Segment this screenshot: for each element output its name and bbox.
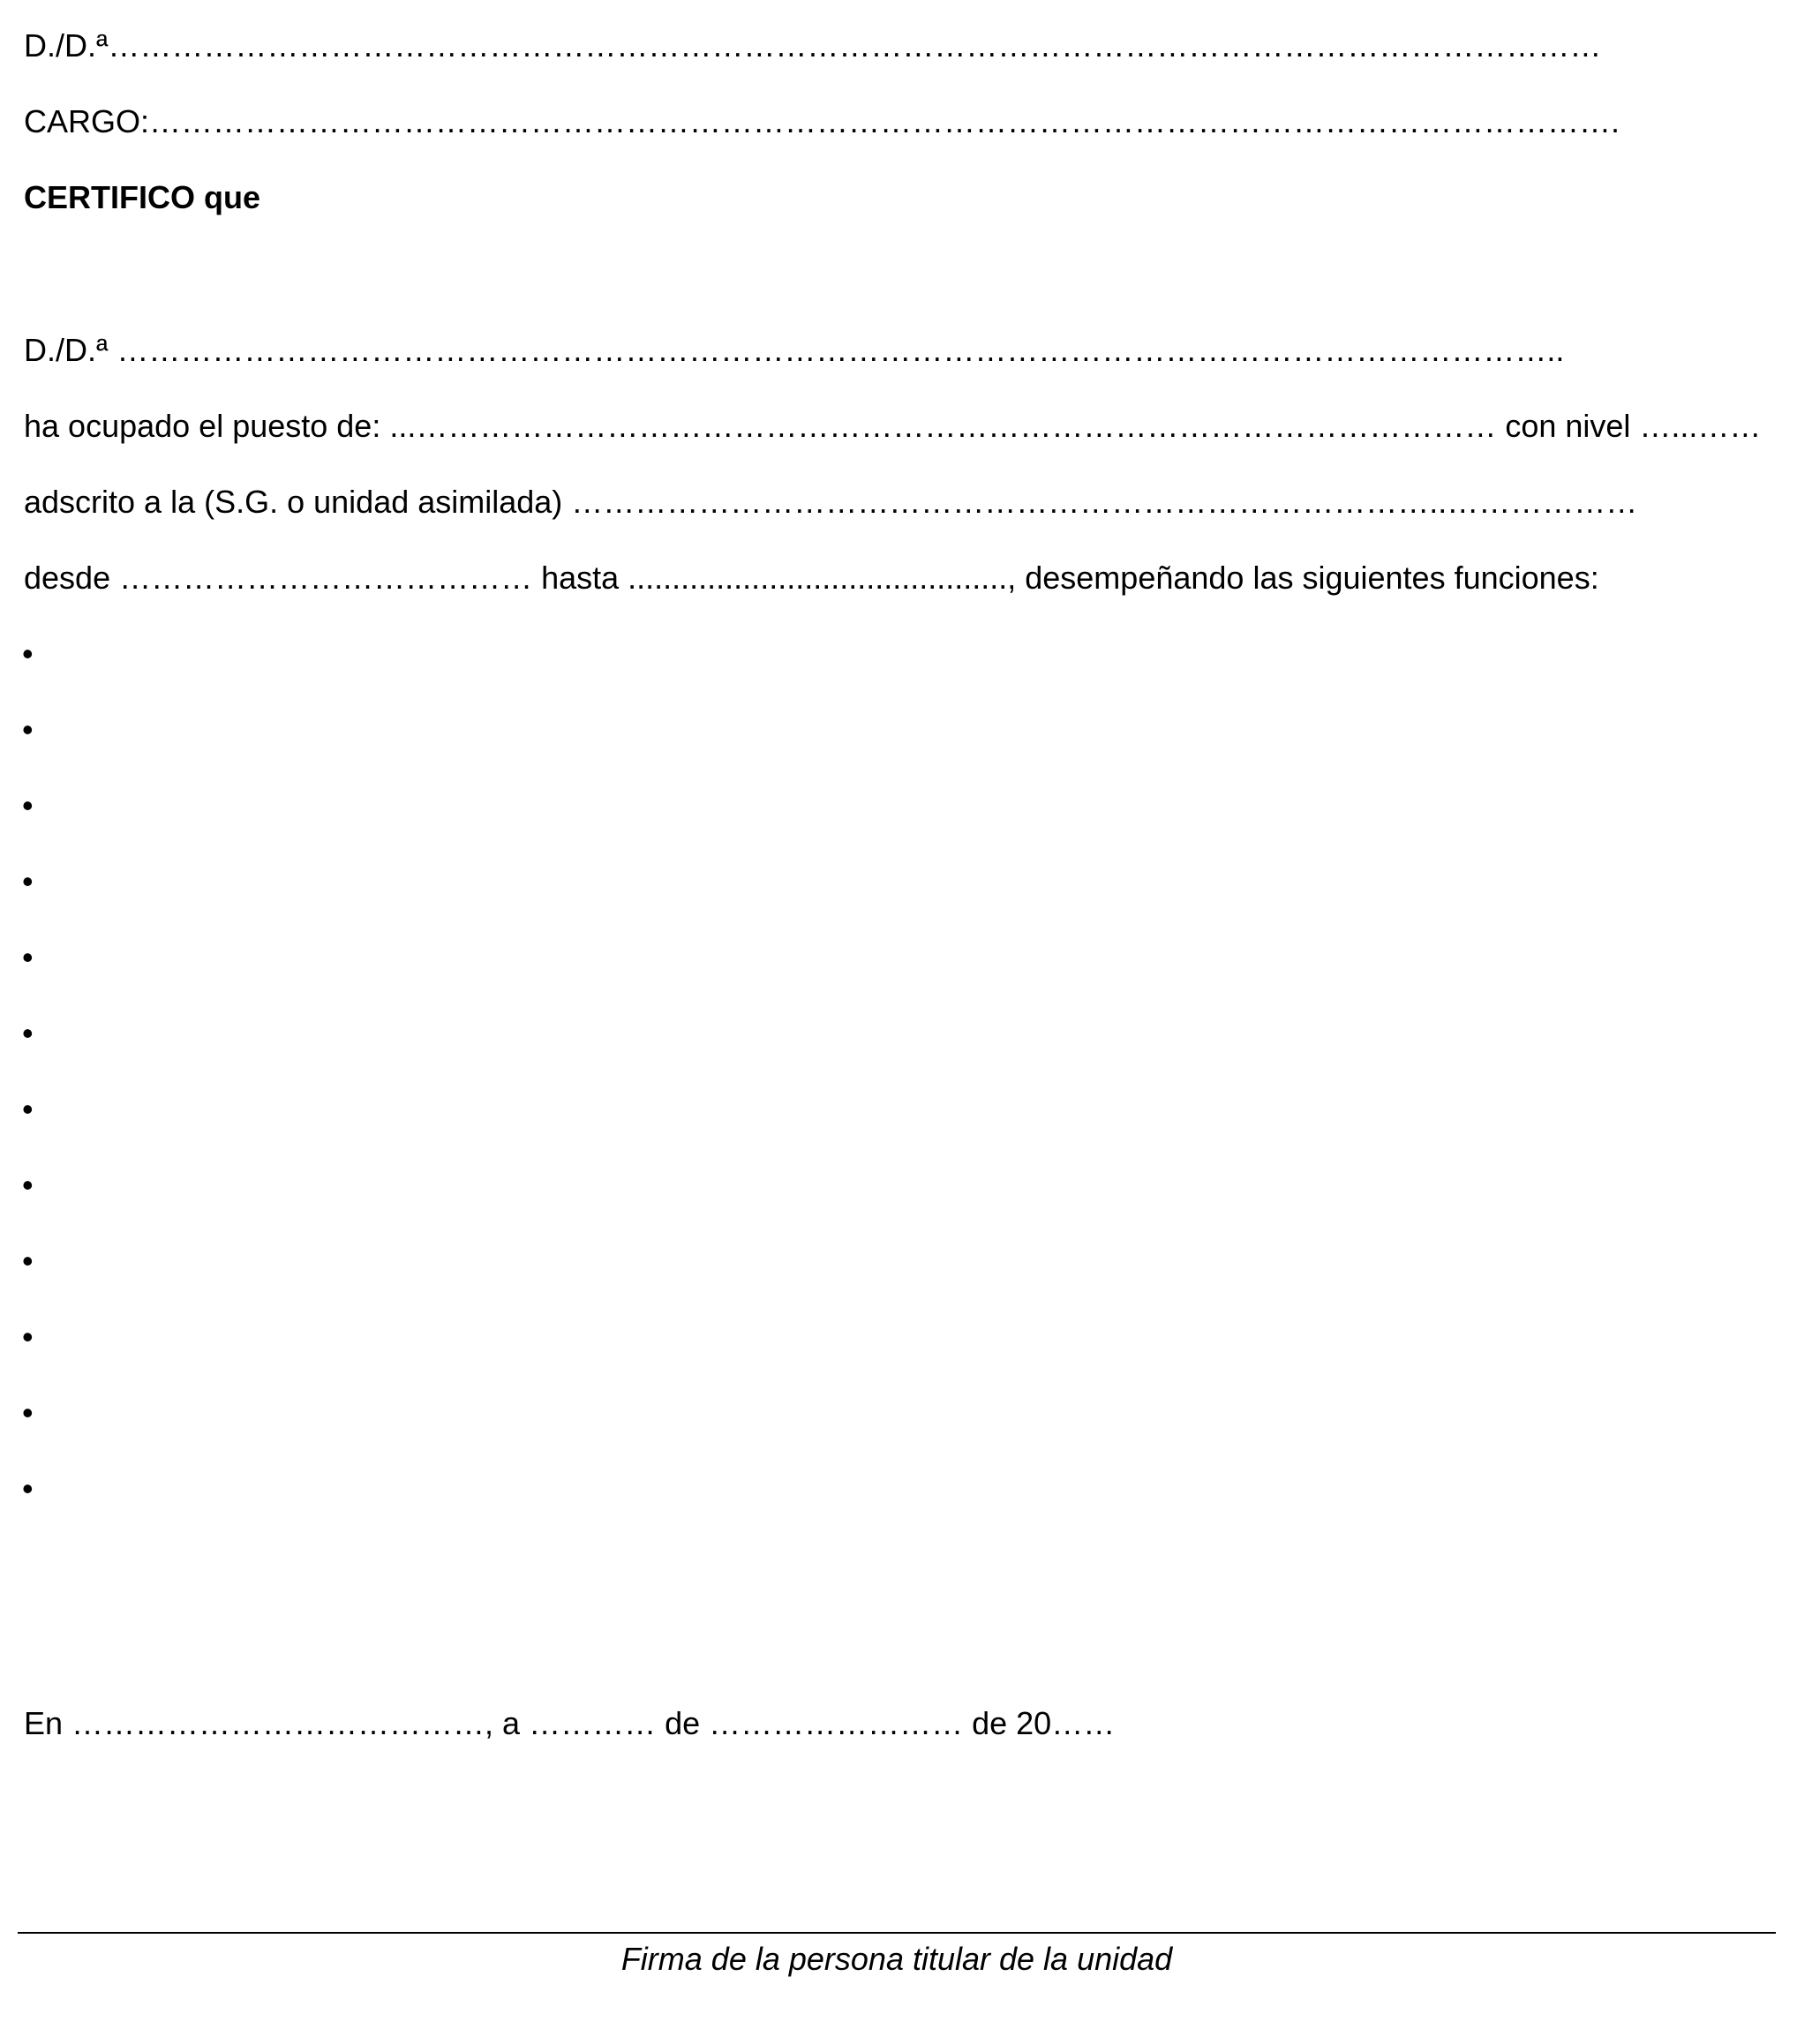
function-bullet-2: • [22,711,34,748]
function-bullet-9: • [22,1243,34,1279]
function-bullet-3: • [22,787,34,823]
function-bullet-1: • [22,635,34,672]
function-bullet-5: • [22,939,34,975]
function-bullet-10: • [22,1319,34,1355]
signature-line [18,1932,1776,1934]
function-bullet-4: • [22,863,34,899]
signature-caption: Firma de la persona titular de la unidad [620,1941,1173,1977]
name-field-line-1[interactable]: D./D.ª…………………………………………………………………………………………………………………………… [24,27,1602,64]
cargo-field-line[interactable]: CARGO:…………………………………………………………………………………………………………………………. [24,103,1620,139]
function-bullet-6: • [22,1015,34,1051]
function-bullet-8: • [22,1167,34,1203]
puesto-field-line[interactable]: ha ocupado el puesto de: ...………………………………………………………………………………………… con nivel …...…… [24,408,1762,444]
name-field-line-2[interactable]: D./D.ª ……………………………………………………………………………………………………………………….. [24,332,1565,368]
dates-field-line[interactable]: desde ………………………………… hasta ..........................................., desempeñando las siguientes funciones: [24,560,1599,596]
function-bullet-12: • [22,1470,34,1507]
function-bullet-11: • [22,1394,34,1431]
place-date-field-line[interactable]: En …………………………………, a ………… de …………………… de 20…… [24,1705,1116,1741]
certifico-heading: CERTIFICO que [24,179,260,215]
adscrito-field-line[interactable]: adscrito a la (S.G. o unidad asimilada) ………………………………………………………………………..……………… [24,484,1638,520]
function-bullet-7: • [22,1091,34,1127]
